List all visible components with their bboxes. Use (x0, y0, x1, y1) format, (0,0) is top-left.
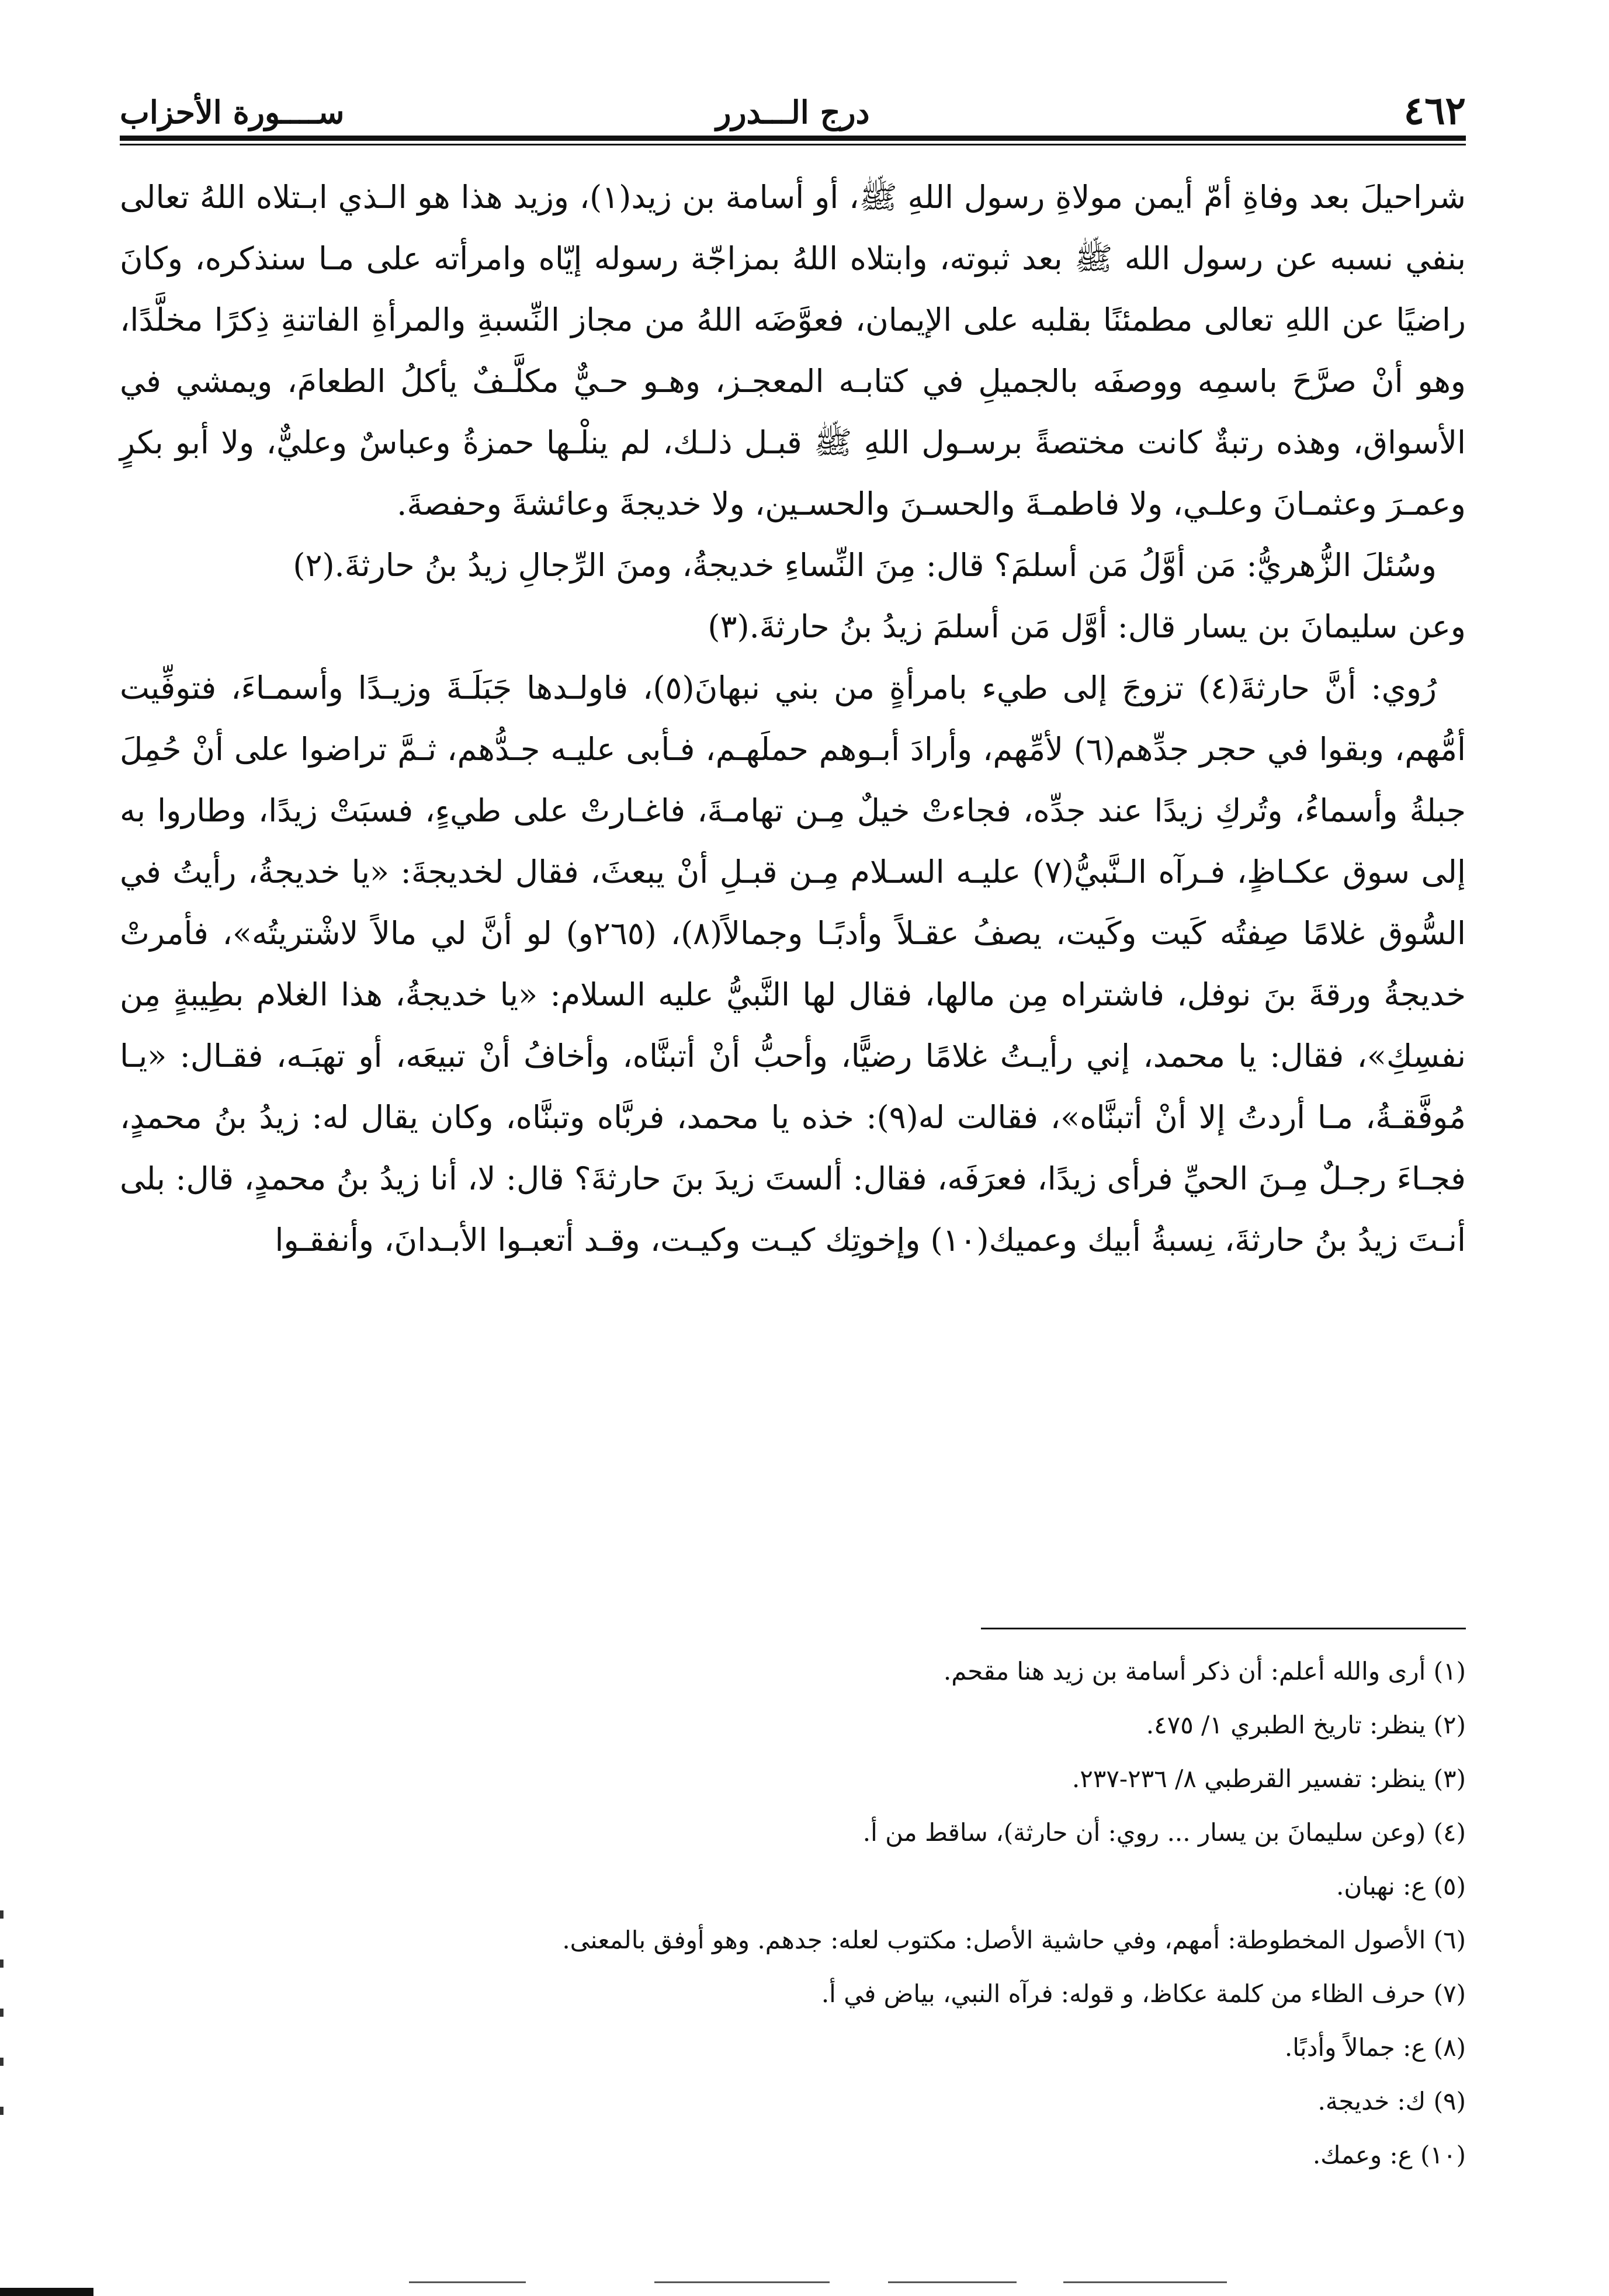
scan-edge-marks (0, 1910, 4, 2167)
header-rule-thick (120, 136, 1466, 141)
header-rule-thin (120, 144, 1466, 145)
footnote: (٢) ينظر: تاريخ الطبري ١/ ٤٧٥. (1146, 1711, 1466, 1739)
paragraph: وسُئلَ الزُّهريُّ: مَن أوَّلُ مَن أسلمَ؟ قال: مِنَ النِّساءِ خديجةُ، ومنَ الرِّجالِ زيدُ بنُ حارثةَ.(٢) (293, 547, 1437, 584)
paragraph: شراحيلَ بعد وفاةِ أمّ أيمن مولاةِ رسول اللهِ ﷺ، أو أسامة بن زيد(١)، وزيد هذا هو الـذي ابـتلاه اللهُ تعالى بنفي نسبه عن رسول الله ﷺ بعد ثبوته، وابتلاه اللهُ بمزاجّة رسوله إيّاه وامرأته على مـا سنذكره، وكانَ راضيًا عن اللهِ تعالى مطمئنًا بقلبه على الإيمان، فعوَّضَه اللهُ من مجاز النِّسبةِ والمرأةِ الفاتنةِ ذِكرًا مخلَّدًا، وهو أنْ صرَّحَ باسمِه ووصفَه بالجميلِ في كتابـه المعجـز، وهـو حـيٌّ مكلَّـفٌ يأكلُ الطعامَ، ويمشي في الأسواق، وهذه رتبةٌ كانت مختصةً برسـول اللهِ ﷺ قبـل ذلـك، لم ينلْـها حمزةُ وعباسٌ وعليٌّ، ولا أبو بكرٍ وعمـرَ وعثمـانَ وعلـي، ولا فاطمـةَ والحسـنَ والحسـين، ولا خديجةَ وعائشةَ وحفصةَ. (120, 179, 1466, 522)
footnote: (٩) ك: خديجة. (1317, 2087, 1466, 2115)
paragraph: رُوي: أنَّ حارثةَ(٤) تزوجَ إلى طيء بامرأةٍ من بني نبهانَ(٥)، فاولـدها جَبَلَـةَ وزيـدًا وأسمـاءَ، فتوفِّيت أمُّهم، وبقوا في حجر جدِّهم(٦) لأمِّهم، وأرادَ أبـوهم حملَهـم، فـأبى عليـه جـدُّهم، ثـمَّ تراضوا على أنْ حُمِلَ جبلةُ وأسماءُ، وتُركِ زيدًا عند جدِّه، فجاءتْ خيلٌ مِـن تهامـةَ، فاغـارتْ على طيءٍ، فسبَتْ زيدًا، وطاروا به إلى سوق عكـاظٍ، فـرآه الـنَّبيُّ(٧) عليـه السـلام مِـن قبـلِ أنْ يبعثَ، فقال لخديجةَ: «يا خديجةُ، رأيتُ في السُّوق غلامًا صِفتُه كَيت وكَيت، يصفُ عقـلاً وأدبًـا وجمالاً(٨)، (٢٦٥و) لو أنَّ لي مالاً لاشْتريتُه»، فأمرتْ خديجةُ ورقةَ بنَ نوفل، فاشتراه مِن مالها، فقال لها النَّبيُّ عليه السلام: «يا خديجةُ، هذا الغلام بطِيبةٍ مِن نفسِكِ»، فقال: يا محمد، إني رأيـتُ غلامًا رضيًّا، وأحبُّ أنْ أتبنَّاه، وأخافُ أنْ تبيعَه، أو تهبَـه، فقـال: «يـا مُوفَّقـةُ، مـا أردتُ إلا أنْ أتبنَّاه»، فقالت له(٩): خذه يا محمد، فربَّاه وتبنَّاه، وكان يقال له: زيدُ بنُ محمدٍ، فجـاءَ رجـلٌ مِـنَ الحيِّ فرأى زيدًا، فعرَفَه، فقال: ألستَ زيدَ بنَ حارثةَ؟ قال: لا، أنا زيدُ بنُ محمدٍ، قال: بلى أنـتَ زيدُ بنُ حارثةَ، نِسبةُ أبيك وعميك(١٠) وإخوتِك كيـت وكيـت، وقـد أتعبـوا الأبـدانَ، وأنفقـوا (120, 670, 1466, 1258)
footnote: (٤) (وعن سليمانَ بن يسار ... روي: أن حارثة)، ساقط من أ. (862, 1818, 1466, 1847)
footnote: (١٠) ع: وعمك. (1312, 2141, 1466, 2169)
surah-title: ســــورة الأحزاب (120, 93, 345, 131)
footnote: (٨) ع: جمالاً وأدبًا. (1284, 2033, 1466, 2062)
scan-bottom-lines (409, 2281, 1227, 2283)
main-text (120, 167, 1466, 1271)
footnote: (٧) حرف الظاء من كلمة عكاظ، و قوله: فرآه النبي، بياض في أ. (821, 1979, 1466, 2008)
book-title: درج الـــدرر (716, 93, 870, 131)
running-header (120, 83, 1466, 136)
paragraph: وعن سليمانَ بن يسار قال: أوَّل مَن أسلمَ زيدُ بنُ حارثةَ.(٣) (708, 608, 1466, 645)
page-number: ٤٦٢ (1403, 88, 1466, 133)
footnote: (٣) ينظر: تفسير القرطبي ٨/ ٢٣٦-٢٣٧. (1071, 1764, 1466, 1793)
footnotes (120, 1645, 1466, 2182)
footnote-separator (981, 1628, 1466, 1629)
scan-bottom-edge (0, 2288, 93, 2296)
footnote: (٦) الأصول المخطوطة: أمهم، وفي حاشية الأصل: مكتوب لعله: جدهم. وهو أوفق بالمعنى. (562, 1926, 1466, 1954)
footnote: (٥) ع: نهبان. (1336, 1872, 1466, 1900)
footnote: (١) أرى والله أعلم: أن ذكر أسامة بن زيد هنا مقحم. (943, 1657, 1466, 1685)
